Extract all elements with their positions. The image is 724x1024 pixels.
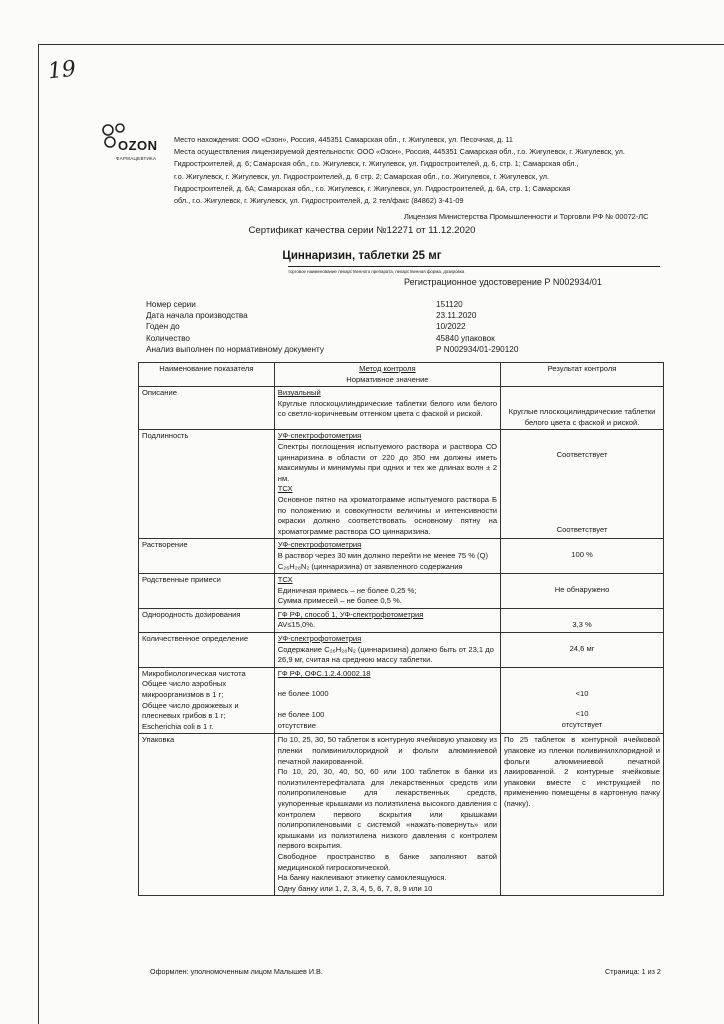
row-name: Количественное определение [139,633,275,668]
logo-subtitle: ФАРМАЦЕВТИКА [116,156,157,161]
table-row [139,387,664,430]
row-name: Микробиологическая чистота Общее число аэробных микроорганизмов в 1 г; Общее число дрожжевых и плесневых грибов в 1 г; Escherichia coli в 1 г. [139,667,275,734]
table-header-row [139,363,664,387]
table-row [139,633,664,668]
footer-signed-by: Оформлен: уполномоченным лицом Малышев И.В. [150,967,323,976]
row-name: Родственные примеси [139,574,275,609]
table-row [139,734,664,896]
address-line: обл., г.о. Жигулевск, г. Жигулевск, ул. Гидростроителей, д. 2 тел/факс (84862) 3-41-09 [174,196,464,206]
header-method: Метод контроля Нормативное значение [274,363,500,387]
table-row [139,539,664,574]
row-result: <10 <10 отсутствует [501,667,664,734]
address-line: Гидростроителей, д. 6А; Самарская обл., г.о. Жигулевск, г. Жигулевск, ул. Гидростроителей, д. 6А, стр. 1; Самарская [174,183,571,193]
row-norm: ГФ РФ, способ 1, УФ-спектрофотометрия AV≤15,0%. [274,608,500,632]
company-logo [100,120,170,161]
table-row [139,430,664,539]
row-result: По 25 таблеток в контурной ячейковой упаковке из пленки поливинилхлоридной и фольги алюминиевой печатной лакированной. 2 контурные ячейковые упаковки вместе с инструкцией по применению помещены в картонную пачку (пачку). [501,734,664,896]
row-name: Описание [139,387,275,430]
product-title: Циннаризин, таблетки 25 мг [282,250,442,262]
scan-border-left [38,44,39,1024]
row-result: 100 % [501,539,664,574]
info-label: Анализ выполнен по нормативному документу [146,344,324,354]
scan-border-top [38,44,724,45]
row-norm: УФ-спектрофотометрия Спектры поглощения испытуемого раствора и раствора СО циннаризина в области от 220 до 350 нм должны иметь максимумы и минимумы при одних и тех же длинах волн ± 2 нм. ТСХ Основное пятно на хроматограмме испытуемого раствора Б по положению и совокупности величины и интенсивности окраски должно соответствовать основному пятну на хроматограмме раствора СО циннаризина. [274,430,500,539]
info-value: 23.11.2020 [436,311,477,321]
info-value: 45840 упаковок [436,333,495,343]
certificate-title: Сертификат качества серии №12271 от 11.12.2020 [248,225,476,236]
info-value: Р N002934/01-290120 [436,344,519,354]
address-line: г.о. Жигулевск, г. Жигулевск, ул. Гидростроителей, д. 6 стр. 2; Самарская обл., г.о. Жигулевск, г. Жигулевск, ул. [174,171,550,181]
row-name: Растворение [139,539,275,574]
row-name: Однородность дозирования [139,608,275,632]
header-indicator: Наименование показателя [139,363,275,387]
address-line: Гидростроителей, д. 6; Самарская обл., г.о. Жигулевск, г. Жигулевск, ул. Гидростроителей, д. 6, стр. 1; Самарская обл., [174,159,579,169]
table-row [139,574,664,609]
header-result: Результат контроля [501,363,664,387]
info-label: Количество [146,333,190,343]
handwritten-page-mark: 19 [46,56,78,85]
row-norm: Визуальный Круглые плоскоцилиндрические таблетки белого или белого со светло-коричневым оттенком цвета с фаской и риской. [274,387,500,430]
row-norm: По 10, 25, 30, 50 таблеток в контурную ячейковую упаковку из пленки поливинилхлоридной и фольги алюминиевой печатной лакированной. По 10, 20, 30, 40, 50, 60 или 100 таблеток в банки из полиэтилентерефталата для лекарственных средств или полипропиленовые для лекарственных средств, укупоренные крышками из полиэтилена высокого давления с контролем первого вскрытия или крышками полипропиленовыми с системой «нажать-повернуть» или крышками из полиэтилена низкого давления с контролем первого вскрытия. Свободное пространство в банке заполняют ватой медицинской гигроскопической. На банку наклеивают этикетку самоклеящуюся. Одну банку или 1, 2, 3, 4, 5, 6, 7, 8, 9 или 10 [274,734,500,896]
product-underline [288,266,660,267]
row-norm: ТСХ Единичная примесь – не более 0,25 %; Сумма примесей – не более 0,5 %. [274,574,500,609]
row-result: Соответствует Соответствует [501,430,664,539]
info-value: 10/2022 [436,322,466,332]
footer-page-number: Страница: 1 из 2 [605,967,661,976]
info-label: Номер серии [146,300,196,309]
logo-text: OZON [118,138,158,153]
row-name: Подлинность [139,430,275,539]
product-subtitle: торговое наименование лекарственного препарата, лекарственная форма, дозировка [288,269,465,274]
row-result: Круглые плоскоцилиндрические таблетки белого цвета с фаской и риской. [501,387,664,430]
table-row [139,667,664,734]
company-address [174,134,654,207]
row-norm: УФ-спектрофотометрия Содержание C₂₆H₂₈N₂ (циннаризина) должно быть от 23,1 до 26,9 мг, считая на среднюю массу таблетки. [274,633,500,668]
quality-control-table [138,362,664,896]
license-line: Лицензия Министерства Промышленности и Торговли РФ № 00072-ЛС [404,212,649,221]
info-value: 151120 [436,300,463,309]
row-norm: УФ-спектрофотометрия В раствор через 30 мин должно перейти не менее 75 % (Q) C₂₆H₂₈N₂ (циннаризина) от заявленного содержания [274,539,500,574]
registration-number: Регистрационное удостоверение Р N002934/01 [404,277,602,287]
row-name: Упаковка [139,734,275,896]
row-result: 24,6 мг [501,633,664,668]
info-label: Годен до [146,322,180,332]
table-row [139,608,664,632]
row-result: 3,3 % [501,608,664,632]
address-line: Место нахождения: ООО «Озон», Россия, 445351 Самарская обл., г. Жигулевск, ул. Песочная, д. 11 [174,135,513,144]
info-label: Дата начала производства [146,311,248,321]
row-result: Не обнаружено [501,574,664,609]
row-norm: ГФ РФ, ОФС.1.2.4.0002.18 не более 1000 не более 100 отсутствие [274,667,500,734]
address-line: Места осуществления лицензируемой деятельности: ООО «Озон», Россия, 445351 Самарская обл., г.о. Жигулевск, г. Жигулевск, ул. [174,147,625,157]
